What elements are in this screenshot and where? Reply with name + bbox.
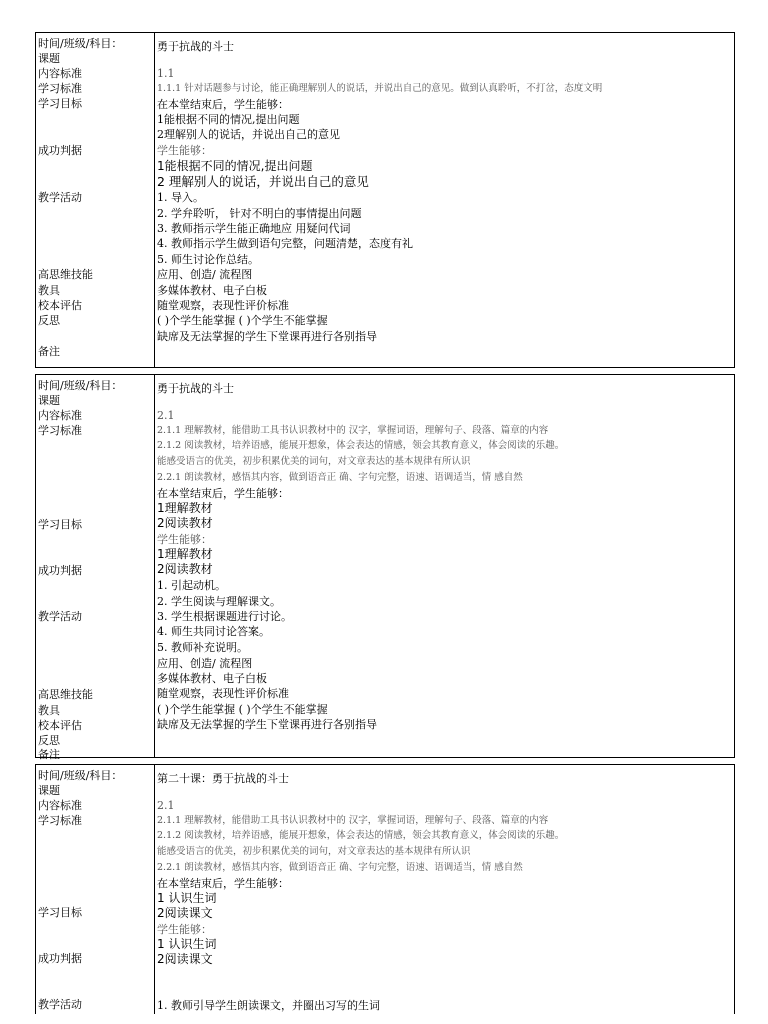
learning-standard-line: 2.1.1 理解教材，能借助工具书认识教材中的 汉字，掌握词语，理解句子、段落、篇章的内容	[157, 425, 549, 436]
hots-value: 应用、创造/ 流程图	[157, 268, 253, 281]
column-divider	[154, 375, 155, 757]
assessment-value: 随堂观察，表现性评价标准	[157, 299, 289, 312]
learning-standard-line: 1.1.1 针对话题参与讨论，能正确理解别人的说话，并说出自己的意见。做到认真聆听，不打岔，态度文明	[157, 83, 603, 94]
label-teaching-aids: 教具	[38, 704, 60, 717]
criteria-item: 2 理解别人的说话，并说出自己的意见	[157, 174, 369, 189]
label-success-criteria: 成功判据	[38, 564, 82, 577]
label-hots: 高思维技能	[38, 688, 93, 701]
criteria-item: 2阅读课文	[157, 952, 213, 966]
objective-intro: 在本堂结束后，学生能够：	[157, 877, 289, 890]
label-success-criteria: 成功判据	[38, 144, 82, 157]
label-reflection: 反思	[38, 734, 60, 747]
label-time-class-subject: 时间/班级/科目：	[38, 37, 123, 50]
content-standard-value: 2.1	[157, 799, 175, 812]
content-standard-value: 2.1	[157, 409, 175, 422]
objective-intro: 在本堂结束后，学生能够：	[157, 487, 289, 500]
label-teaching-activities: 教学活动	[38, 998, 82, 1011]
activity-item: 1. 教师引导学生朗读课文，并圈出习写的生词	[157, 999, 380, 1012]
label-time-class-subject: 时间/班级/科目：	[38, 769, 123, 782]
learning-standard-line: 2.2.1 朗读教材，感悟其内容，做到语音正 确、字句完整，语速、语调适当，情 感自然	[157, 472, 523, 483]
reflection-value: ( )个学生能掌握 ( )个学生不能掌握	[157, 703, 328, 716]
label-teaching-activities: 教学活动	[38, 610, 82, 623]
label-content-standard: 内容标准	[38, 67, 82, 80]
criteria-item: 1理解教材	[157, 547, 213, 561]
objective-item: 1能根据不同的情况,提出问题	[157, 113, 300, 126]
activity-item: 3. 学生根据课题进行讨论。	[157, 610, 292, 623]
activity-item: 4. 师生共同讨论答案。	[157, 625, 270, 638]
criteria-intro: 学生能够：	[157, 533, 212, 546]
activity-item: 2. 学弁聆听， 针对不明白的事情提出问题	[157, 207, 362, 220]
activity-item: 5. 教师补充说明。	[157, 641, 248, 654]
content-standard-value: 1.1	[157, 67, 175, 80]
column-divider	[154, 33, 155, 367]
activity-item: 1. 引起动机。	[157, 579, 226, 592]
label-reflection: 反思	[38, 314, 60, 327]
label-learning-objective: 学习目标	[38, 97, 82, 110]
learning-standard-line: 能感受语言的优美，初步积累优美的词句，对文章表达的基本规律有所认识	[157, 846, 471, 857]
label-topic: 课题	[38, 394, 60, 407]
objective-intro: 在本堂结束后，学生能够：	[157, 98, 289, 111]
learning-standard-line: 2.1.1 理解教材，能借助工具书认识教材中的 汉字，掌握词语，理解句子、段落、篇章的内容	[157, 815, 549, 826]
label-learning-standard: 学习标准	[38, 82, 82, 95]
label-assessment: 校本评估	[38, 719, 82, 732]
activity-item: 1. 导入。	[157, 191, 204, 204]
lesson-block-3	[35, 764, 735, 1014]
label-learning-standard: 学习标准	[38, 814, 82, 827]
reflection-note: 缺席及无法掌握的学生下堂课再进行各别指导	[157, 718, 377, 731]
label-learning-objective: 学习目标	[38, 518, 82, 531]
label-assessment: 校本评估	[38, 299, 82, 312]
activity-item: 4. 教师指示学生做到语句完整，问题清楚，态度有礼	[157, 237, 413, 250]
reflection-value: ( )个学生能掌握 ( )个学生不能掌握	[157, 314, 328, 327]
label-success-criteria: 成功判据	[38, 952, 82, 965]
lesson-block-2	[35, 374, 735, 761]
label-content-standard: 内容标准	[38, 799, 82, 812]
label-teaching-activities: 教学活动	[38, 191, 82, 204]
teaching-aids-value: 多媒体教材、电子白板	[157, 672, 267, 685]
objective-item: 1 认识生词	[157, 891, 217, 905]
teaching-aids-value: 多媒体教材、电子白板	[157, 284, 267, 297]
topic-value: 勇于抗战的斗士	[157, 382, 234, 395]
objective-item: 1理解教材	[157, 501, 213, 515]
label-remarks: 备注	[38, 748, 60, 761]
label-content-standard: 内容标准	[38, 409, 82, 422]
criteria-intro: 学生能够：	[157, 923, 212, 936]
activity-item: 2. 学生阅读与理解课文。	[157, 595, 281, 608]
reflection-note: 缺席及无法掌握的学生下堂课再进行各别指导	[157, 330, 377, 343]
assessment-value: 随堂观察，表现性评价标准	[157, 687, 289, 700]
label-hots: 高思维技能	[38, 268, 93, 281]
criteria-item: 1能根据不同的情况,提出问题	[157, 159, 313, 173]
label-time-class-subject: 时间/班级/科目：	[38, 379, 123, 392]
criteria-item: 2阅读教材	[157, 562, 213, 576]
objective-item: 2阅读课文	[157, 906, 213, 920]
label-learning-objective: 学习目标	[38, 906, 82, 919]
topic-value: 第二十课：勇于抗战的斗士	[157, 772, 289, 785]
label-topic: 课题	[38, 784, 60, 797]
label-remarks: 备注	[38, 345, 60, 358]
learning-standard-line: 2.2.1 朗读教材，感悟其内容，做到语音正 确、字句完整，语速、语调适当，情 感自然	[157, 862, 523, 873]
topic-value: 勇于抗战的斗士	[157, 40, 234, 53]
activity-item: 3. 教师指示学生能正确地应 用疑问代词	[157, 222, 351, 235]
learning-standard-line: 2.1.2 阅读教材，培养语感，能展开想象，体会表达的情感，领会其教育意义，体会阅读的乐趣。	[157, 440, 565, 451]
learning-standard-line: 能感受语言的优美，初步积累优美的词句，对文章表达的基本规律有所认识	[157, 456, 471, 467]
hots-value: 应用、创造/ 流程图	[157, 657, 253, 670]
column-divider	[154, 765, 155, 1014]
label-topic: 课题	[38, 52, 60, 65]
objective-item: 2阅读教材	[157, 516, 213, 530]
activity-item: 5. 师生讨论作总结。	[157, 253, 259, 266]
criteria-item: 1 认识生词	[157, 937, 217, 951]
learning-standard-line: 2.1.2 阅读教材，培养语感，能展开想象，体会表达的情感，领会其教育意义，体会阅读的乐趣。	[157, 830, 565, 841]
label-teaching-aids: 教具	[38, 284, 60, 297]
lesson-block-1	[35, 32, 735, 368]
criteria-intro: 学生能够：	[157, 144, 212, 157]
label-learning-standard: 学习标准	[38, 424, 82, 437]
objective-item: 2理解别人的说话，并说出自己的意见	[157, 128, 340, 141]
